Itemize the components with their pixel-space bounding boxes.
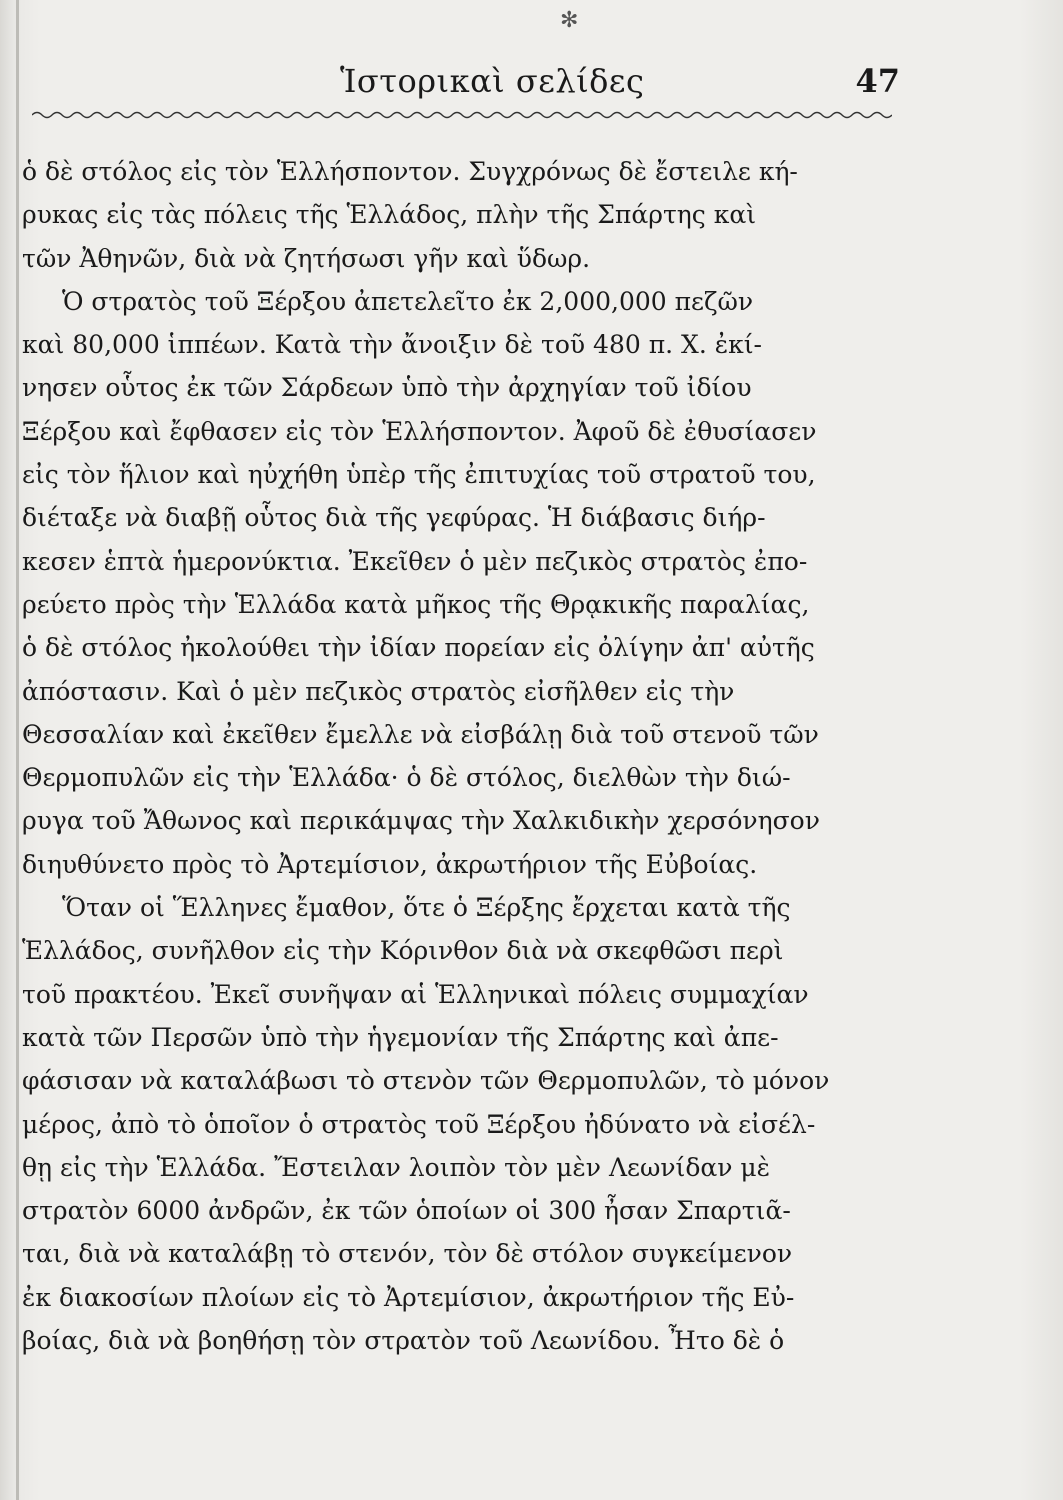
page-header <box>30 62 900 112</box>
binding-edge <box>16 0 19 1500</box>
text-line: στρατὸν 6000 ἀνδρῶν, ἐκ τῶν ὁποίων οἱ 300 ἦσαν Σπαρτιᾶ- <box>22 1196 791 1226</box>
text-line: Ὁ στρατὸς τοῦ Ξέρξου ἀπετελεῖτο ἐκ 2,000,000 πεζῶν <box>62 286 754 316</box>
text-line: κεσεν ἑπτὰ ἡμερονύκτια. Ἐκεῖθεν ὁ μὲν πεζικὸς στρατὸς ἐπο- <box>22 546 808 576</box>
text-line: Ἑλλάδος, συνῆλθον εἰς τὴν Κόρινθον διὰ νὰ σκεφθῶσι περὶ <box>22 936 784 966</box>
body-text <box>22 150 894 1362</box>
text-line: τῶν Ἀθηνῶν, διὰ νὰ ζητήσωσι γῆν καὶ ὕδωρ. <box>22 243 591 273</box>
text-line: κατὰ τῶν Περσῶν ὑπὸ τὴν ἡγεμονίαν τῆς Σπάρτης καὶ ἀπε- <box>22 1022 779 1052</box>
text-line: Θερμοπυλῶν εἰς τὴν Ἑλλάδα· ὁ δὲ στόλος, διελθὼν τὴν διώ- <box>22 763 791 793</box>
page-number: 47 <box>855 62 900 100</box>
text-line: διέταξε νὰ διαβῇ οὗτος διὰ τῆς γεφύρας. Ἡ διάβασις διήρ- <box>22 503 766 533</box>
text-line: ἐκ διακοσίων πλοίων εἰς τὸ Ἀρτεμίσιον, ἀκρωτήριον τῆς Εὐ- <box>22 1282 795 1312</box>
text-line: ὁ δὲ στόλος ἠκολούθει τὴν ἰδίαν πορείαν εἰς ὀλίγην ἀπ' αὐτῆς <box>22 633 815 663</box>
text-line: νησεν οὗτος ἐκ τῶν Σάρδεων ὑπὸ τὴν ἀρχηγίαν τοῦ ἰδίου <box>22 373 752 403</box>
text-line: ρυγα τοῦ Ἄθωνος καὶ περικάμψας τὴν Χαλκιδικὴν χερσόνησον <box>22 806 820 836</box>
text-line: ρυκας εἰς τὰς πόλεις τῆς Ἑλλάδος, πλὴν τῆς Σπάρτης καὶ <box>22 200 757 230</box>
text-line: τοῦ πρακτέου. Ἐκεῖ συνῆψαν αἱ Ἑλληνικαὶ πόλεις συμμαχίαν <box>22 979 809 1009</box>
text-line: βοίας, διὰ νὰ βοηθήσῃ τὸν στρατὸν τοῦ Λεωνίδου. Ἦτο δὲ ὁ <box>22 1326 785 1356</box>
text-line: Θεσσαλίαν καὶ ἐκεῖθεν ἔμελλε νὰ εἰσβάλῃ διὰ τοῦ στενοῦ τῶν <box>22 719 819 749</box>
text-line: ὁ δὲ στόλος εἰς τὸν Ἑλλήσποντον. Συγχρόνως δὲ ἔστειλε κή- <box>22 157 798 186</box>
text-line: φάσισαν νὰ καταλάβωσι τὸ στενὸν τῶν Θερμοπυλῶν, τὸ μόνον <box>22 1066 830 1096</box>
text-line: μέρος, ἀπὸ τὸ ὁποῖον ὁ στρατὸς τοῦ Ξέρξου ἠδύνατο νὰ εἰσέλ- <box>22 1109 816 1139</box>
running-title: Ἱστορικαὶ σελίδες <box>340 62 645 100</box>
text-line: ται, διὰ νὰ καταλάβῃ τὸ στενόν, τὸν δὲ στόλον συγκείμενον <box>22 1239 793 1269</box>
text-line: Ὅταν οἱ Ἕλληνες ἔμαθον, ὅτε ὁ Ξέρξης ἔρχεται κατὰ τῆς <box>62 893 791 923</box>
printer-ornament-icon: ✻ <box>560 8 579 33</box>
text-line: εἰς τὸν ἥλιον καὶ ηὐχήθη ὑπὲρ τῆς ἐπιτυχίας τοῦ στρατοῦ του, <box>22 460 816 490</box>
text-line: ἀπόστασιν. Καὶ ὁ μὲν πεζικὸς στρατὸς εἰσῆλθεν εἰς τὴν <box>22 676 735 706</box>
text-line: Ξέρξου καὶ ἔφθασεν εἰς τὸν Ἑλλήσποντον. Ἀφοῦ δὲ ἐθυσίασεν <box>22 416 817 446</box>
text-line: θῃ εἰς τὴν Ἑλλάδα. Ἔστειλαν λοιπὸν τὸν μὲν Λεωνίδαν μὲ <box>22 1152 771 1182</box>
header-rule <box>32 108 892 122</box>
text-line: ρεύετο πρὸς τὴν Ἑλλάδα κατὰ μῆκος τῆς Θρᾳκικῆς παραλίας, <box>22 589 810 619</box>
text-line: καὶ 80,000 ἱππέων. Κατὰ τὴν ἄνοιξιν δὲ τοῦ 480 π. Χ. ἐκί- <box>22 330 763 360</box>
text-line: διηυθύνετο πρὸς τὸ Ἀρτεμίσιον, ἀκρωτήριον τῆς Εὐβοίας. <box>22 849 758 879</box>
